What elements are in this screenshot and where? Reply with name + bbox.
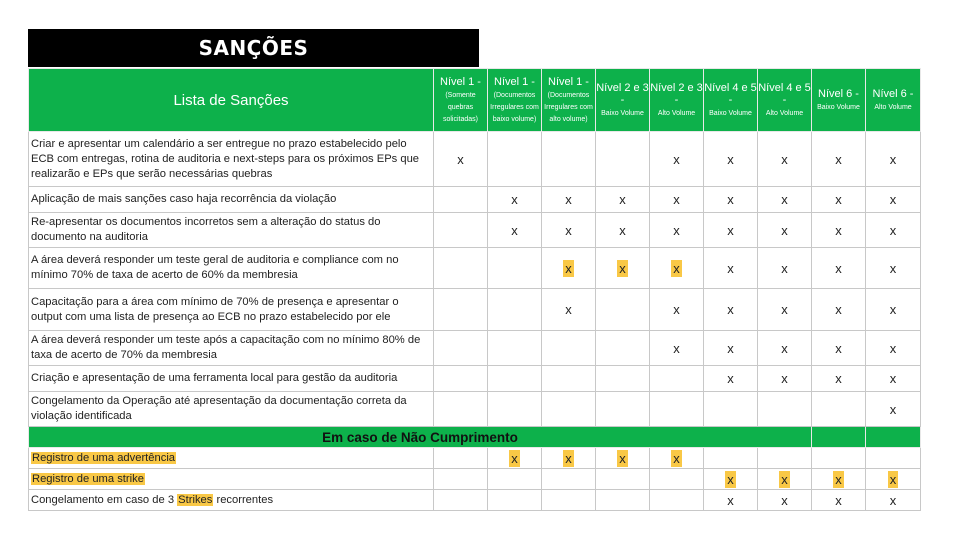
empty-cell: [434, 392, 488, 427]
header-row: [29, 69, 921, 132]
mark-x: x: [758, 248, 812, 289]
empty-cell: [434, 490, 488, 511]
empty-cell: [704, 448, 758, 469]
empty-cell: [596, 366, 650, 392]
empty-cell: [488, 469, 542, 490]
mark-x: x: [812, 132, 866, 187]
mark-x: x: [812, 469, 866, 490]
empty-cell: [596, 392, 650, 427]
empty-cell: [812, 392, 866, 427]
mark-x: x: [488, 448, 542, 469]
mark-x: x: [704, 366, 758, 392]
empty-cell: [812, 448, 866, 469]
table-row: [29, 490, 921, 511]
empty-cell: [488, 132, 542, 187]
section-title: Em caso de Não Cumprimento: [29, 427, 812, 448]
empty-cell: [758, 392, 812, 427]
mark-x: x: [650, 448, 704, 469]
mark-x: x: [704, 469, 758, 490]
empty-cell: [434, 366, 488, 392]
empty-cell: [596, 331, 650, 366]
list-title: Lista de Sanções: [29, 69, 434, 132]
sanction-description: A área deverá responder um teste geral de auditoria e compliance com no mínimo 70% de taxa de acerto de 60% da membresia: [29, 248, 434, 289]
empty-cell: [434, 187, 488, 213]
mark-x: x: [812, 331, 866, 366]
mark-x: x: [866, 469, 921, 490]
noncompliance-description: Registro de uma strike: [29, 469, 434, 490]
table-row: [29, 469, 921, 490]
mark-x: x: [488, 187, 542, 213]
table-row: [29, 132, 921, 187]
mark-x: x: [542, 289, 596, 331]
empty-cell: [488, 331, 542, 366]
mark-x: x: [812, 187, 866, 213]
empty-cell: [434, 448, 488, 469]
sanction-description: Criação e apresentação de uma ferramenta local para gestão da auditoria: [29, 366, 434, 392]
sanction-description: Capacitação para a área com mínimo de 70% de presença e apresentar o output com uma lista de presença ao ECB no prazo estabelecido por ele: [29, 289, 434, 331]
mark-x: x: [812, 213, 866, 248]
mark-x: x: [812, 366, 866, 392]
sanction-description: A área deverá responder um teste após a capacitação com no mínimo 80% de taxa de acerto de 70% da membresia: [29, 331, 434, 366]
empty-cell: [596, 289, 650, 331]
empty-cell: [542, 331, 596, 366]
sanction-description: Aplicação de mais sanções caso haja recorrência da violação: [29, 187, 434, 213]
mark-x: x: [758, 366, 812, 392]
empty-cell: [488, 289, 542, 331]
empty-cell: [434, 331, 488, 366]
mark-x: x: [866, 248, 921, 289]
sanctions-table: [28, 68, 921, 511]
mark-x: x: [812, 289, 866, 331]
empty-cell: [596, 490, 650, 511]
level-header: Nível 4 e 5 - Alto Volume: [758, 69, 812, 132]
empty-cell: [488, 392, 542, 427]
mark-x: x: [542, 248, 596, 289]
mark-x: x: [434, 132, 488, 187]
mark-x: x: [650, 331, 704, 366]
level-header: Nível 6 - Baixo Volume: [812, 69, 866, 132]
table-row: [29, 448, 921, 469]
mark-x: x: [704, 187, 758, 213]
mark-x: x: [596, 448, 650, 469]
empty-cell: [650, 469, 704, 490]
empty-cell: [542, 469, 596, 490]
mark-x: x: [866, 213, 921, 248]
table-row: [29, 187, 921, 213]
mark-x: x: [650, 187, 704, 213]
empty-cell: [542, 490, 596, 511]
empty-cell: [488, 366, 542, 392]
mark-x: x: [866, 132, 921, 187]
mark-x: x: [866, 187, 921, 213]
mark-x: x: [596, 187, 650, 213]
table-row: [29, 289, 921, 331]
level-header: Nível 1 - (Documentos Irregulares com alto volume): [542, 69, 596, 132]
empty-cell: [434, 213, 488, 248]
empty-cell: [758, 448, 812, 469]
mark-x: x: [866, 289, 921, 331]
empty-cell: [596, 132, 650, 187]
level-header: Nível 1 - (Somente quebras solicitadas): [434, 69, 488, 132]
mark-x: x: [650, 213, 704, 248]
empty-cell: [542, 366, 596, 392]
empty-cell: [704, 392, 758, 427]
sanction-description: Congelamento da Operação até apresentação da documentação correta da violação identificada: [29, 392, 434, 427]
mark-x: x: [704, 132, 758, 187]
empty-cell: [650, 392, 704, 427]
mark-x: x: [704, 331, 758, 366]
empty-cell: [542, 132, 596, 187]
level-header: Nível 2 e 3 - Baixo Volume: [596, 69, 650, 132]
empty-cell: [650, 366, 704, 392]
table-row: [29, 366, 921, 392]
empty-cell: [488, 490, 542, 511]
mark-x: x: [704, 289, 758, 331]
page-title: SANÇÕES: [28, 29, 479, 67]
empty-cell: [866, 448, 921, 469]
mark-x: x: [488, 213, 542, 248]
mark-x: x: [704, 248, 758, 289]
noncompliance-description: Congelamento em caso de 3 Strikes recorrentes: [29, 490, 434, 511]
mark-x: x: [704, 490, 758, 511]
mark-x: x: [758, 490, 812, 511]
mark-x: x: [650, 289, 704, 331]
mark-x: x: [866, 366, 921, 392]
mark-x: x: [542, 213, 596, 248]
sanction-description: Criar e apresentar um calendário a ser entregue no prazo estabelecido pelo ECB com entregas, rotina de auditoria e next-steps para os próximos EPs que realizarão e EPs que serão necessárias quebras: [29, 132, 434, 187]
mark-x: x: [758, 289, 812, 331]
table-row: [29, 392, 921, 427]
empty-cell: [650, 490, 704, 511]
mark-x: x: [758, 187, 812, 213]
mark-x: x: [542, 448, 596, 469]
sanction-description: Re-apresentar os documentos incorretos sem a alteração do status do documento na auditoria: [29, 213, 434, 248]
empty-cell: [542, 392, 596, 427]
mark-x: x: [650, 248, 704, 289]
empty-cell: [488, 248, 542, 289]
level-header: Nível 2 e 3 - Alto Volume: [650, 69, 704, 132]
table-row: [29, 248, 921, 289]
empty-cell: [434, 289, 488, 331]
mark-x: x: [596, 213, 650, 248]
table-row: [29, 331, 921, 366]
section-header-row: [29, 427, 921, 448]
mark-x: x: [758, 213, 812, 248]
mark-x: x: [812, 248, 866, 289]
mark-x: x: [758, 132, 812, 187]
empty-cell: [596, 469, 650, 490]
empty-cell: [434, 469, 488, 490]
mark-x: x: [866, 392, 921, 427]
mark-x: x: [812, 490, 866, 511]
level-header: Nível 4 e 5 - Baixo Volume: [704, 69, 758, 132]
mark-x: x: [542, 187, 596, 213]
mark-x: x: [650, 132, 704, 187]
empty-cell: [434, 248, 488, 289]
level-header: Nível 6 - Alto Volume: [866, 69, 921, 132]
mark-x: x: [866, 490, 921, 511]
mark-x: x: [758, 331, 812, 366]
level-header: Nível 1 - (Documentos Irregulares com baixo volume): [488, 69, 542, 132]
table-row: [29, 213, 921, 248]
mark-x: x: [866, 331, 921, 366]
mark-x: x: [596, 248, 650, 289]
mark-x: x: [758, 469, 812, 490]
noncompliance-description: Registro de uma advertência: [29, 448, 434, 469]
mark-x: x: [704, 213, 758, 248]
